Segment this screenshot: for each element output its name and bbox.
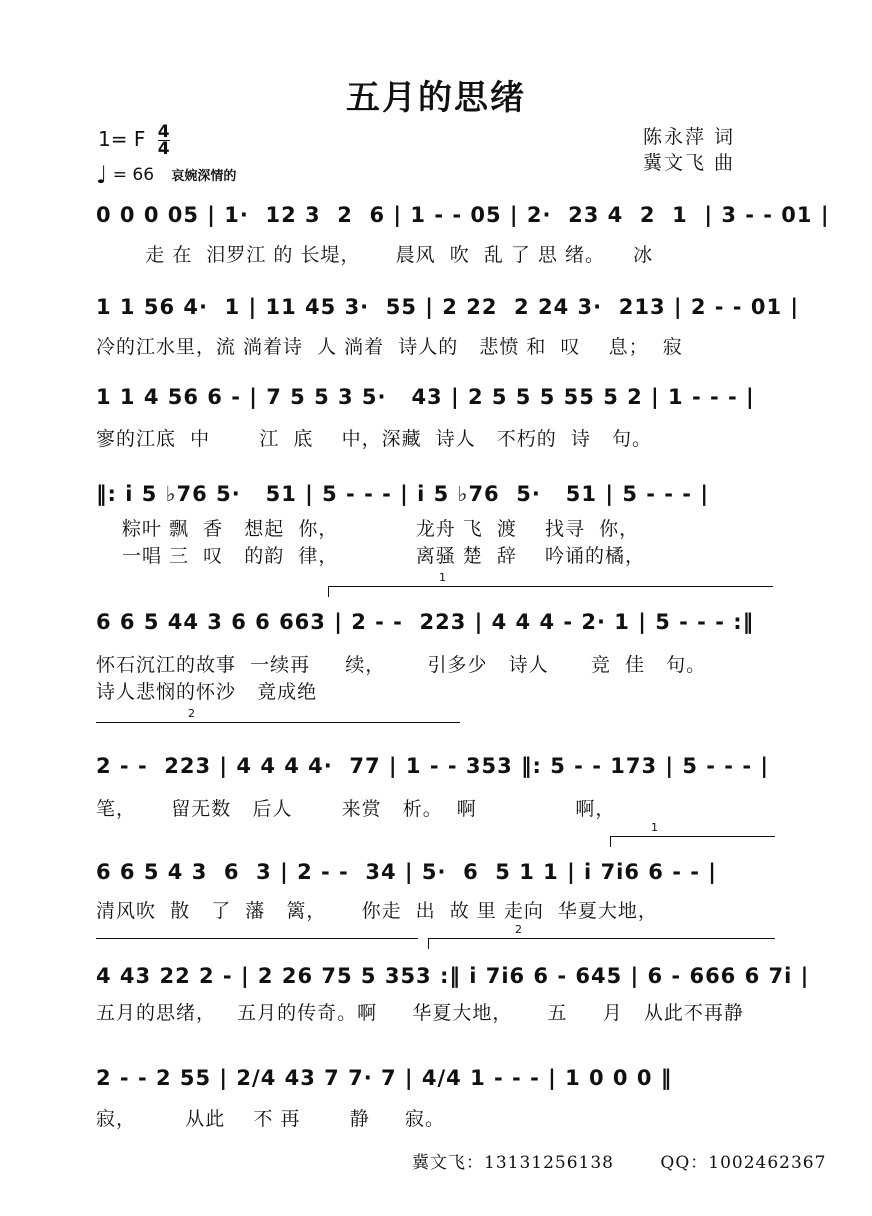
notation-line-1: 0 0 0 05 | 1· 12 3 2 6 | 1 - - 05 | 2· 23 4 2 1 | 3 - - 01 | — [96, 203, 830, 227]
time-signature — [158, 124, 170, 157]
time-bottom: 4 — [157, 139, 170, 159]
notation-line-9: 2 - - 2 55 | 2/4 43 7 7· 7 | 4/4 1 - - - | 1 0 0 0 ‖ — [96, 1066, 673, 1090]
notation-line-3: 1 1 4 56 6 - | 7 5 5 3 5· 43 | 2 5 5 5 55 5 2 | 1 - - - | — [96, 385, 755, 409]
notation-line-5: 6 6 5 44 3 6 6 663 | 2 - - 223 | 4 4 4 - 2· 1 | 5 - - - :‖ — [96, 610, 755, 634]
lyric-line-7: 清风吹 散 了 藩 篱， 你走 出 故 里 走向 华夏大地， — [96, 900, 658, 922]
contact-info — [412, 1148, 826, 1173]
contact-qq: QQ：1002462367 — [660, 1153, 827, 1173]
key-label: 1= F — [98, 127, 146, 151]
lyric-line-9: 寂， 从此 不 再 静 寂。 — [96, 1108, 445, 1130]
lyricist: 陈永萍 词 — [643, 126, 736, 148]
volta-1b-bracket — [610, 821, 775, 847]
lyric-line-4b: 一唱 三 叹 的韵 律， 离骚 楚 辞 吟诵的橘， — [122, 545, 646, 567]
volta-2-number: 2 — [188, 707, 195, 720]
expression-mark: 哀婉深情的 — [171, 169, 237, 184]
volta-1-bracket — [328, 571, 773, 597]
notation-line-2: 1 1 56 4· 1 | 11 45 3· 55 | 2 22 2 24 3· 213 | 2 - - 01 | — [96, 295, 800, 319]
tempo-mark — [96, 158, 237, 189]
volta-2-bracket — [96, 707, 460, 723]
time-top: 4 — [157, 122, 170, 142]
volta-1c-bracket — [96, 938, 418, 939]
quarter-note-icon: ♩ — [96, 161, 108, 189]
notation-line-6: 2 - - 223 | 4 4 4 4· 77 | 1 - - 353 ‖: 5 - - 173 | 5 - - - | — [96, 754, 770, 778]
lyric-line-1: 走 在 汨罗江 的 长堤， 晨风 吹 乱 了 思 绪。 冰 — [96, 244, 654, 266]
lyric-line-5a: 怀石沉江的故事 一续再 续， 引多少 诗人 竞 佳 句。 — [96, 654, 707, 676]
volta-2b-bracket — [428, 923, 775, 949]
lyric-line-3: 寥的江底 中 江 底 中，深藏 诗人 不朽的 诗 句。 — [96, 428, 652, 450]
song-title: 五月的思绪 — [346, 78, 526, 118]
lyric-line-4a: 粽叶 飘 香 想起 你， 龙舟 飞 渡 找寻 你， — [122, 518, 640, 540]
composer: 冀文飞 曲 — [643, 152, 736, 174]
lyric-line-6: 笔， 留无数 后人 来赏 析。 啊 啊， — [96, 798, 616, 820]
lyric-line-2: 冷的江水里，流 淌着诗 人 淌着 诗人的 悲愤 和 叹 息； 寂 — [96, 336, 683, 358]
volta-2b-number: 2 — [515, 923, 522, 936]
notation-line-7: 6 6 5 4 3 6 3 | 2 - - 34 | 5· 6 5 1 1 | i 7i6 6 - - | — [96, 860, 717, 884]
notation-line-4: ‖: i 5 ♭76 5· 51 | 5 - - - | i 5 ♭76 5· 51 | 5 - - - | — [96, 482, 709, 506]
lyric-line-8: 五月的思绪， 五月的传奇。啊 华夏大地， 五 月 从此不再静 — [96, 1002, 744, 1024]
notation-line-8: 4 43 22 2 - | 2 26 75 5 353 :‖ i 7i6 6 - 645 | 6 - 666 6 7i | — [96, 964, 810, 988]
lyric-line-5b: 诗人悲悯的怀沙 竟成绝 — [96, 681, 318, 703]
contact-phone: 冀文飞：13131256138 — [412, 1153, 614, 1173]
volta-1b-number: 1 — [651, 821, 658, 834]
key-signature — [98, 124, 170, 157]
volta-1-number: 1 — [439, 571, 446, 584]
tempo-value: = 66 — [112, 165, 155, 185]
